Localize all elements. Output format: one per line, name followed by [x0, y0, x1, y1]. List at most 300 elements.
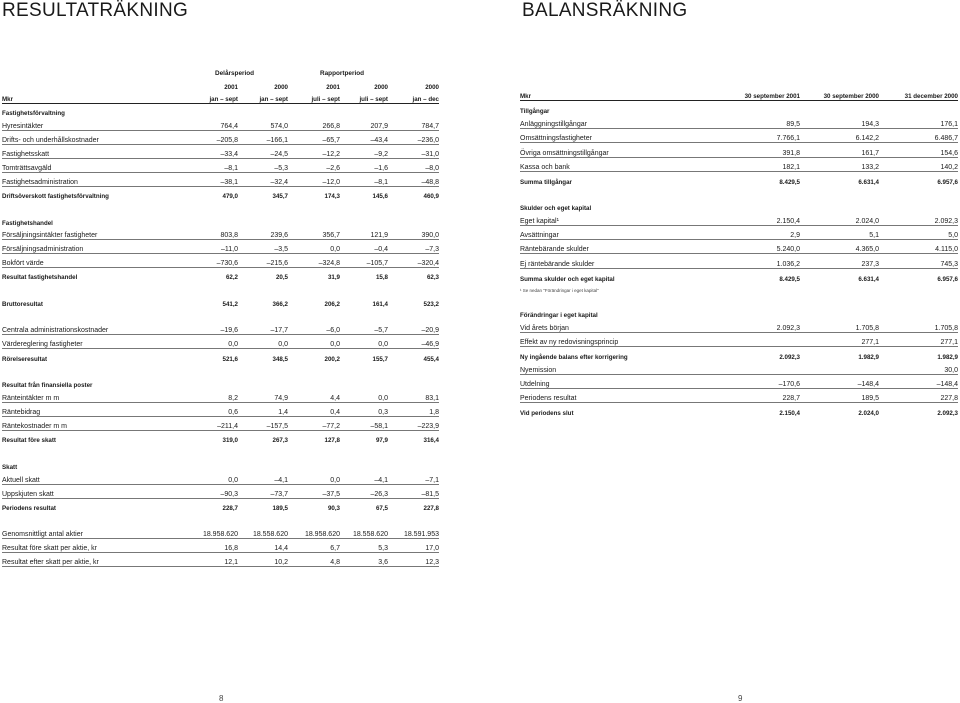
row-value: [288, 213, 340, 226]
row-value: –105,7: [340, 254, 388, 268]
row-value: –170,6: [720, 375, 800, 389]
row-value: 5,1: [800, 225, 879, 239]
row-value: [388, 363, 439, 377]
row-value: 12,3: [388, 553, 439, 567]
row-label: [2, 363, 182, 377]
row-value: –32,4: [238, 172, 288, 186]
table-row: [2, 144, 439, 158]
row-value: [238, 444, 288, 458]
balance-sheet-title: BALANSRÄKNING: [522, 0, 688, 21]
row-value: –81,5: [388, 484, 439, 498]
table-row: [2, 158, 439, 172]
row-value: 10,2: [238, 553, 288, 567]
row-value: –157,5: [238, 417, 288, 431]
row-value: –6,0: [288, 322, 340, 335]
row-value: [720, 332, 800, 346]
row-label: Effekt av ny redovisningsprincip: [520, 332, 720, 346]
spacer-row: [2, 281, 439, 295]
row-label: Summa tillgångar: [520, 178, 572, 186]
row-value: 277,1: [800, 332, 879, 346]
row-value: [182, 308, 238, 322]
row-value: 1.982,9: [937, 353, 958, 361]
row-label: Summa skulder och eget kapital: [520, 275, 615, 283]
row-value: 2.024,0: [800, 212, 879, 226]
row-label: Drifts- och underhållskostnader: [2, 131, 182, 145]
row-value: –38,1: [182, 172, 238, 186]
row-value: 161,4: [372, 301, 388, 309]
row-value: –11,0: [182, 240, 238, 254]
row-label: [2, 512, 182, 526]
table-row: [2, 131, 439, 145]
row-label: Fastighetshandel: [2, 219, 53, 227]
row-value: 227,8: [879, 389, 958, 403]
row-value: [720, 186, 800, 198]
table-row: [2, 553, 439, 567]
row-value: 18.958.620: [182, 525, 238, 538]
row-value: 277,1: [879, 332, 958, 346]
row-value: –19,6: [182, 322, 238, 335]
row-value: 127,8: [324, 437, 340, 445]
row-value: [388, 213, 439, 226]
row-value: 455,4: [423, 355, 439, 363]
row-value: 316,4: [423, 437, 439, 445]
row-value: [182, 104, 238, 118]
row-value: [238, 458, 288, 471]
row-label: Räntekostnader m m: [2, 417, 182, 431]
row-value: –148,4: [879, 375, 958, 389]
row-label: Resultat från finansiella poster: [2, 382, 93, 390]
row-value: 5,0: [879, 225, 958, 239]
unit-label: Mkr: [520, 88, 720, 101]
row-value: 0,0: [182, 335, 238, 349]
row-value: –90,3: [182, 484, 238, 498]
row-value: –73,7: [238, 484, 288, 498]
row-value: –46,9: [388, 335, 439, 349]
row-value: 6.486,7: [879, 129, 958, 143]
row-value: –26,3: [340, 484, 388, 498]
row-value: –20,9: [388, 322, 439, 335]
col-period: juli – sept: [288, 91, 340, 104]
row-value: 228,7: [222, 504, 238, 512]
row-label: Fastighetsförvaltning: [2, 110, 65, 118]
row-value: [182, 213, 238, 226]
row-label: Avsättningar: [520, 225, 720, 239]
row-value: [238, 200, 288, 214]
row-value: 189,5: [800, 389, 879, 403]
row-value: [879, 186, 958, 198]
row-label: Resultat före skatt per aktie, kr: [2, 539, 182, 553]
row-label: Bokfört värde: [2, 254, 182, 268]
row-label: Eget kapital¹: [520, 212, 720, 226]
row-value: –24,5: [238, 144, 288, 158]
row-value: [182, 458, 238, 471]
row-value: 15,8: [375, 274, 388, 282]
spacer-row: [2, 200, 439, 214]
table-row: [2, 471, 439, 484]
row-value: [388, 281, 439, 295]
row-value: [340, 376, 388, 389]
row-value: 206,2: [324, 301, 340, 309]
row-value: 0,0: [288, 240, 340, 254]
table-row: [520, 171, 958, 186]
row-value: 1,4: [238, 403, 288, 417]
table-row: [520, 115, 958, 129]
row-value: 5,3: [340, 539, 388, 553]
row-label: ¹ Se nedan "Förändringar i eget kapital": [520, 287, 599, 293]
row-label: Rörelseresultat: [2, 355, 48, 363]
row-label: Värdereglering fastigheter: [2, 335, 182, 349]
row-value: 18.558.620: [238, 525, 288, 538]
table-row: [2, 186, 439, 200]
table-row: [520, 212, 958, 226]
col-year: 2000: [425, 84, 439, 91]
row-value: 764,4: [182, 117, 238, 130]
row-value: –166,1: [238, 131, 288, 145]
row-value: 227,8: [423, 504, 439, 512]
row-value: 8.429,5: [779, 275, 800, 283]
row-value: 189,5: [272, 504, 288, 512]
row-value: 6.142,2: [800, 129, 879, 143]
row-value: –211,4: [182, 417, 238, 431]
row-value: –215,6: [238, 254, 288, 268]
row-label: Anläggningstillgångar: [520, 115, 720, 129]
row-value: [288, 376, 340, 389]
table-row: [520, 319, 958, 333]
row-label: Räntebidrag: [2, 403, 182, 417]
table-row: [520, 225, 958, 239]
row-label: Aktuell skatt: [2, 471, 182, 484]
row-value: 2.150,4: [779, 410, 800, 418]
row-value: 239,6: [238, 227, 288, 240]
row-value: 345,7: [272, 192, 288, 200]
row-label: [520, 293, 720, 305]
row-value: 174,3: [324, 192, 340, 200]
row-value: –12,0: [288, 172, 340, 186]
page-number-left: 8: [219, 694, 224, 703]
row-label: Resultat före skatt: [2, 437, 56, 445]
row-value: [288, 512, 340, 526]
row-value: 90,3: [327, 504, 340, 512]
row-value: –4,1: [340, 471, 388, 484]
row-value: [340, 200, 388, 214]
table-row: [2, 539, 439, 553]
row-value: 8.429,5: [779, 178, 800, 186]
row-value: [288, 200, 340, 214]
col-period: jan – sept: [238, 91, 288, 104]
row-label: Bruttoresultat: [2, 301, 43, 309]
spacer-row: [2, 512, 439, 526]
row-value: 267,3: [272, 437, 288, 445]
row-value: –8,0: [388, 158, 439, 172]
balance-sheet-table: [520, 88, 958, 417]
row-label: Skatt: [2, 463, 18, 471]
row-value: 89,5: [720, 115, 800, 129]
balance-header-row: [520, 88, 958, 101]
row-value: [800, 198, 879, 212]
row-value: 4.115,0: [879, 240, 958, 254]
table-row: [520, 389, 958, 403]
row-value: 1,8: [388, 403, 439, 417]
row-value: 140,2: [879, 157, 958, 171]
row-value: [238, 376, 288, 389]
row-value: [288, 281, 340, 295]
row-label: Räntebärande skulder: [520, 240, 720, 254]
row-value: 2,9: [720, 225, 800, 239]
row-value: [288, 363, 340, 377]
row-value: [340, 308, 388, 322]
row-value: –7,3: [388, 240, 439, 254]
row-value: [182, 444, 238, 458]
col-date: 30 september 2001: [720, 88, 800, 101]
table-row: [520, 240, 958, 254]
col-year: 2000: [374, 84, 388, 91]
table-row: [520, 157, 958, 171]
row-label: Hyresintäkter: [2, 117, 182, 130]
table-row: [2, 240, 439, 254]
row-value: [879, 293, 958, 305]
row-value: –223,9: [388, 417, 439, 431]
row-label: Driftsöverskott fastighetsförvaltning: [2, 192, 109, 200]
table-row: [520, 403, 958, 418]
row-value: 0,4: [288, 403, 340, 417]
row-label: Övriga omsättningstillgångar: [520, 143, 720, 157]
table-row: [520, 129, 958, 143]
row-value: 460,9: [423, 192, 439, 200]
row-value: [182, 512, 238, 526]
row-label: Kassa och bank: [520, 157, 720, 171]
row-value: 145,6: [372, 192, 388, 200]
row-value: –31,0: [388, 144, 439, 158]
row-value: 0,0: [340, 335, 388, 349]
row-value: 18.558.620: [340, 525, 388, 538]
row-value: 2.092,3: [879, 212, 958, 226]
table-row: [2, 484, 439, 498]
col-date: 31 december 2000: [879, 88, 958, 101]
row-value: 0,3: [340, 403, 388, 417]
row-value: [800, 361, 879, 375]
row-value: [182, 376, 238, 389]
row-value: 0,0: [340, 389, 388, 402]
row-value: 0,0: [238, 335, 288, 349]
row-label: Resultat fastighetshandel: [2, 274, 78, 282]
table-row: [2, 498, 439, 512]
row-value: 1.705,8: [800, 319, 879, 333]
row-value: –58,1: [340, 417, 388, 431]
row-value: [238, 104, 288, 118]
col-date: 30 september 2000: [800, 88, 879, 101]
row-value: –77,2: [288, 417, 340, 431]
period-header-report: Rapportperiod: [320, 70, 365, 77]
row-label: Periodens resultat: [2, 504, 56, 512]
row-value: 1.036,2: [720, 254, 800, 268]
row-value: –236,0: [388, 131, 439, 145]
table-row: [2, 213, 439, 226]
row-value: 6.631,4: [858, 275, 879, 283]
row-value: 237,3: [800, 254, 879, 268]
row-value: 0,0: [182, 471, 238, 484]
row-value: 20,5: [275, 274, 288, 282]
header-year-row: [2, 79, 439, 91]
page-number-right: 9: [738, 694, 743, 703]
spacer-row: [2, 363, 439, 377]
col-period: jan – sept: [182, 91, 238, 104]
table-row: [520, 332, 958, 346]
row-value: –5,3: [238, 158, 288, 172]
row-value: –2,6: [288, 158, 340, 172]
table-row: [2, 227, 439, 240]
spacer-row: [520, 186, 958, 198]
row-value: [340, 512, 388, 526]
row-label: Ej räntebärande skulder: [520, 254, 720, 268]
row-label: [2, 200, 182, 214]
row-value: [182, 200, 238, 214]
row-value: [720, 293, 800, 305]
row-value: 3,6: [340, 553, 388, 567]
row-value: 319,0: [222, 437, 238, 445]
row-value: 4.365,0: [800, 240, 879, 254]
row-value: 6,7: [288, 539, 340, 553]
row-value: 30,0: [879, 361, 958, 375]
income-statement-table: [2, 79, 439, 567]
table-row: [2, 525, 439, 538]
row-value: [800, 293, 879, 305]
row-value: [238, 213, 288, 226]
row-value: 18.591.953: [388, 525, 439, 538]
row-value: –43,4: [340, 131, 388, 145]
row-value: [288, 458, 340, 471]
row-value: 194,3: [800, 115, 879, 129]
row-label: Försäljningsadministration: [2, 240, 182, 254]
row-value: [879, 101, 958, 116]
row-value: 541,2: [222, 301, 238, 309]
row-value: –324,8: [288, 254, 340, 268]
row-value: [388, 458, 439, 471]
row-label: Uppskjuten skatt: [2, 484, 182, 498]
row-value: –17,7: [238, 322, 288, 335]
row-value: [800, 305, 879, 319]
col-period: jan – dec: [388, 91, 439, 104]
table-row: [2, 104, 439, 118]
row-value: [720, 101, 800, 116]
row-value: [238, 512, 288, 526]
income-statement-title: RESULTATRÄKNING: [2, 0, 189, 21]
row-value: 121,9: [340, 227, 388, 240]
row-value: 161,7: [800, 143, 879, 157]
row-value: [720, 305, 800, 319]
spacer-row: [2, 444, 439, 458]
spacer-row: [520, 293, 958, 305]
table-row: [2, 254, 439, 268]
row-label: Omsättningsfastigheter: [520, 129, 720, 143]
row-value: 523,2: [423, 301, 439, 309]
table-row: [2, 389, 439, 402]
col-year: 2001: [224, 84, 238, 91]
table-row: [2, 172, 439, 186]
row-value: 1.705,8: [879, 319, 958, 333]
row-label: Ränteintäkter m m: [2, 389, 182, 402]
row-value: [238, 281, 288, 295]
row-value: [340, 444, 388, 458]
row-value: –8,1: [340, 172, 388, 186]
row-value: [800, 186, 879, 198]
table-row: [2, 117, 439, 130]
row-value: [388, 376, 439, 389]
row-label: Vid periodens slut: [520, 410, 574, 418]
row-value: –33,4: [182, 144, 238, 158]
row-value: 2.092,3: [720, 319, 800, 333]
row-label: Utdelning: [520, 375, 720, 389]
row-value: 31,9: [327, 274, 340, 282]
table-row: [2, 322, 439, 335]
row-label: Resultat efter skatt per aktie, kr: [2, 553, 182, 567]
row-value: [288, 308, 340, 322]
table-row: [2, 376, 439, 389]
row-value: 182,1: [720, 157, 800, 171]
row-value: –8,1: [182, 158, 238, 172]
row-value: 366,2: [272, 301, 288, 309]
row-value: 479,0: [222, 192, 238, 200]
row-value: 2.150,4: [720, 212, 800, 226]
table-row: [520, 254, 958, 268]
row-value: 7.766,1: [720, 129, 800, 143]
table-row: [520, 198, 958, 212]
row-label: Tomträttsavgäld: [2, 158, 182, 172]
row-value: 521,6: [222, 355, 238, 363]
table-row: [520, 375, 958, 389]
row-value: 266,8: [288, 117, 340, 130]
row-value: [800, 101, 879, 116]
row-value: 6.957,6: [937, 178, 958, 186]
row-value: 390,0: [388, 227, 439, 240]
row-value: 6.957,6: [937, 275, 958, 283]
table-row: [2, 295, 439, 308]
unit-label: Mkr: [2, 91, 182, 104]
row-value: 14,4: [238, 539, 288, 553]
row-label: [520, 186, 720, 198]
row-value: –4,1: [238, 471, 288, 484]
row-value: –5,7: [340, 322, 388, 335]
row-value: 74,9: [238, 389, 288, 402]
row-value: 2.024,0: [858, 410, 879, 418]
row-value: 391,8: [720, 143, 800, 157]
row-value: 6.631,4: [858, 178, 879, 186]
row-label: Fastighetsskatt: [2, 144, 182, 158]
row-label: [2, 281, 182, 295]
table-row: [2, 417, 439, 431]
row-label: Genomsnittligt antal aktier: [2, 525, 182, 538]
row-value: [879, 198, 958, 212]
row-value: 745,3: [879, 254, 958, 268]
row-value: 0,0: [288, 471, 340, 484]
row-label: Nyemission: [520, 361, 720, 375]
row-value: [340, 213, 388, 226]
row-value: 784,7: [388, 117, 439, 130]
row-value: 4,8: [288, 553, 340, 567]
row-value: [720, 198, 800, 212]
row-value: [288, 444, 340, 458]
row-label: Fastighetsadministration: [2, 172, 182, 186]
row-value: [720, 361, 800, 375]
row-value: –37,5: [288, 484, 340, 498]
table-row: [2, 458, 439, 471]
row-value: 176,1: [879, 115, 958, 129]
row-value: –12,2: [288, 144, 340, 158]
col-year: 2001: [326, 84, 340, 91]
row-value: [388, 104, 439, 118]
row-value: –730,6: [182, 254, 238, 268]
row-value: 67,5: [375, 504, 388, 512]
row-value: –7,1: [388, 471, 439, 484]
